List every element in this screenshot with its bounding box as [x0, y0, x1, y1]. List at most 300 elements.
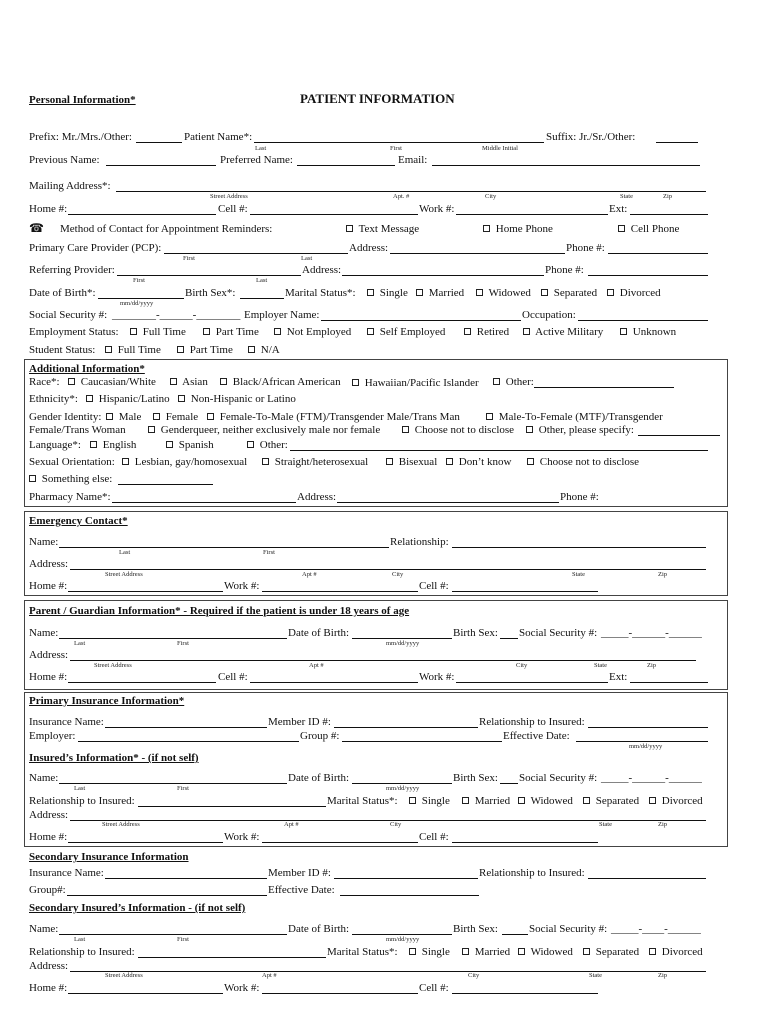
sub-apt: Apt # [262, 972, 277, 979]
secondary-insured-address-field[interactable] [70, 971, 706, 972]
sub-state: State [589, 972, 602, 979]
checkbox-icon [493, 378, 500, 385]
birth-sex-label: Birth Sex*: [185, 287, 236, 299]
employment-retired[interactable]: Retired [464, 327, 509, 338]
referring-phone-field[interactable] [588, 275, 708, 276]
employment-full-time[interactable]: Full Time [130, 327, 186, 338]
checkbox-icon [518, 948, 525, 955]
effective-date-label: Effective Date: [503, 730, 570, 742]
pcp-address-label: Address: [349, 242, 389, 254]
sexual-orientation-label: Sexual Orientation: [29, 456, 115, 468]
race-hawaiian[interactable]: Hawaiian/Pacific Islander [352, 378, 479, 389]
insured-marital-divorced[interactable]: Divorced [649, 796, 703, 807]
pcp-address-field[interactable] [390, 253, 565, 254]
group-label: Group #: [300, 730, 340, 742]
secondary-insured-dob-label: Date of Birth: [288, 923, 350, 935]
gender-female[interactable]: Female [153, 412, 198, 423]
work-phone-field[interactable] [456, 214, 608, 215]
gender-ftm[interactable]: Female-To-Male (FTM)/Transgender Male/Trans Man [207, 412, 460, 423]
secondary-member-id-field[interactable] [334, 878, 478, 879]
dob-label: Date of Birth*: [29, 287, 96, 299]
sub-first: First [177, 785, 189, 792]
guardian-birth-sex-field[interactable] [500, 638, 518, 639]
secondary-insured-relationship-field[interactable] [138, 957, 326, 958]
emergency-cell-label: Cell #: [419, 580, 449, 592]
guardian-ext-field[interactable] [630, 682, 708, 683]
insured-ssn-field[interactable]: _____-______-______ [601, 772, 702, 784]
sub-date-format: mm/dd/yyyy [386, 936, 420, 943]
guardian-work-label: Work #: [419, 671, 455, 683]
email-field[interactable] [432, 165, 700, 166]
referring-address-field[interactable] [342, 275, 544, 276]
occupation-label: Occupation: [522, 309, 576, 321]
race-other[interactable]: Other: [493, 377, 534, 388]
ssn-field[interactable]: ________-______-________ [112, 309, 241, 321]
occupation-field[interactable] [578, 320, 708, 321]
sub-city: City [390, 821, 402, 828]
language-other-field[interactable] [290, 450, 708, 451]
secondary-insured-home-field[interactable] [68, 993, 223, 994]
emergency-home-label: Home #: [29, 580, 68, 592]
work-label: Work #: [419, 203, 455, 215]
group-field[interactable] [342, 741, 502, 742]
email-label: Email: [398, 154, 428, 166]
employment-part-time[interactable]: Part Time [203, 327, 259, 338]
additional-information-heading: Additional Information* [29, 363, 145, 375]
insured-cell-field[interactable] [452, 842, 598, 843]
sub-state: State [599, 821, 612, 828]
insured-relationship-label: Relationship to Insured: [29, 795, 135, 807]
sub-street: Street Address [210, 193, 248, 200]
checkbox-icon [523, 328, 530, 335]
secondary-insurance-name-field[interactable] [105, 878, 267, 879]
insurance-name-label: Insurance Name: [29, 716, 104, 728]
pcp-phone-label: Phone #: [566, 242, 605, 254]
sub-last: Last [301, 255, 313, 262]
insured-home-label: Home #: [29, 831, 68, 843]
ethnicity-non-hispanic[interactable]: Non-Hispanic or Latino [178, 394, 296, 405]
sub-city: City [468, 972, 480, 979]
cell-label: Cell #: [218, 203, 248, 215]
checkbox-icon [153, 413, 160, 420]
gender-mtf[interactable]: Male-To-Female (MTF)/Transgender [486, 412, 663, 423]
emergency-address-field[interactable] [70, 569, 706, 570]
previous-name-field[interactable] [106, 165, 216, 166]
checkbox-icon [177, 346, 184, 353]
something-else-field[interactable] [118, 484, 213, 485]
referring-phone-label: Phone #: [545, 264, 584, 276]
sub-first: First [177, 936, 189, 943]
insured-relationship-field[interactable] [138, 806, 326, 807]
phone-icon: ☎ [29, 221, 44, 235]
pcp-label: Primary Care Provider (PCP): [29, 242, 162, 254]
sub-last: Last [256, 277, 268, 284]
gender-trans-woman-text: Female/Trans Woman [29, 424, 126, 436]
language-english[interactable]: English [90, 440, 136, 451]
employer-label: Employer: [29, 730, 76, 742]
secondary-effective-field[interactable] [340, 895, 479, 896]
checkbox-icon [148, 426, 155, 433]
pharmacy-field[interactable] [112, 502, 296, 503]
emergency-contact-heading: Emergency Contact* [29, 515, 128, 527]
sub-street: Street Address [105, 571, 143, 578]
ext-label: Ext: [609, 203, 628, 215]
sub-zip: Zip [663, 193, 673, 200]
gender-other-field[interactable] [638, 435, 720, 436]
patient-name-field[interactable] [254, 142, 544, 143]
guardian-name-label: Name: [29, 627, 59, 639]
checkbox-icon [446, 458, 453, 465]
checkbox-icon [122, 458, 129, 465]
insured-marital-label: Marital Status*: [327, 795, 398, 807]
insured-name-label: Name: [29, 772, 59, 784]
emergency-address-label: Address: [29, 558, 69, 570]
sub-last: Last [74, 785, 86, 792]
birth-sex-field[interactable] [240, 298, 284, 299]
checkbox-icon [618, 225, 625, 232]
dob-field[interactable] [98, 298, 184, 299]
member-id-label: Member ID #: [268, 716, 331, 728]
insured-work-label: Work #: [224, 831, 260, 843]
sub-zip: Zip [658, 571, 668, 578]
secondary-insured-dob-field[interactable] [352, 934, 452, 935]
guardian-address-field[interactable] [70, 660, 696, 661]
insured-marital-widowed[interactable]: Widowed [518, 796, 573, 807]
personal-information-heading: Personal Information* [29, 94, 136, 106]
pharmacy-address-field[interactable] [337, 502, 559, 503]
referring-address-label: Address: [302, 264, 342, 276]
primary-insurance-heading: Primary Insurance Information* [29, 695, 185, 707]
sub-apt: Apt # [302, 571, 317, 578]
race-black[interactable]: Black/African American [220, 377, 341, 388]
guardian-name-field[interactable] [59, 638, 287, 639]
pcp-field[interactable] [164, 253, 348, 254]
secondary-insured-marital-married[interactable]: Married [462, 947, 510, 958]
secondary-insured-marital-separated[interactable]: Separated [583, 947, 639, 958]
suffix-label: Suffix: Jr./Sr./Other: [546, 131, 636, 143]
checkbox-icon [178, 395, 185, 402]
sexual-dont-know[interactable]: Don’t know [446, 457, 511, 468]
checkbox-icon [486, 413, 493, 420]
insured-cell-label: Cell #: [419, 831, 449, 843]
checkbox-icon [248, 346, 255, 353]
secondary-member-id-label: Member ID #: [268, 867, 331, 879]
checkbox-icon [105, 346, 112, 353]
checkbox-icon [346, 225, 353, 232]
insured-marital-separated[interactable]: Separated [583, 796, 639, 807]
insured-marital-single[interactable]: Single [409, 796, 450, 807]
referring-field[interactable] [117, 275, 301, 276]
sub-first: First [133, 277, 145, 284]
checkbox-icon [409, 948, 416, 955]
student-part-time[interactable]: Part Time [177, 345, 233, 356]
race-label: Race*: [29, 376, 60, 388]
preferred-name-field[interactable] [297, 165, 395, 166]
checkbox-icon [106, 413, 113, 420]
secondary-insured-cell-field[interactable] [452, 993, 598, 994]
sub-apt: Apt # [309, 662, 324, 669]
student-na[interactable]: N/A [248, 345, 280, 356]
sub-first: First [183, 255, 195, 262]
employer-field[interactable] [78, 741, 299, 742]
mailing-address-label: Mailing Address*: [29, 180, 111, 192]
secondary-insured-work-label: Work #: [224, 982, 260, 994]
sexual-lesbian-gay[interactable]: Lesbian, gay/homosexual [122, 457, 247, 468]
checkbox-icon [220, 378, 227, 385]
relationship-to-insured-field[interactable] [588, 727, 708, 728]
secondary-insurance-heading: Secondary Insurance Information [29, 851, 189, 863]
sub-first: First [263, 549, 275, 556]
emergency-name-field[interactable] [59, 547, 389, 548]
secondary-insured-address-label: Address: [29, 960, 69, 972]
ext-field[interactable] [630, 214, 708, 215]
employer-name-label: Employer Name: [244, 309, 320, 321]
mailing-address-field[interactable] [116, 191, 706, 192]
insured-home-field[interactable] [68, 842, 223, 843]
checkbox-icon [90, 441, 97, 448]
checkbox-icon [352, 379, 359, 386]
contact-method-label: Method of Contact for Appointment Reminders: [60, 223, 273, 235]
guardian-ssn-label: Social Security #: [519, 627, 598, 639]
sub-date-format: mm/dd/yyyy [120, 300, 154, 307]
secondary-insured-marital-label: Marital Status*: [327, 946, 398, 958]
checkbox-icon [518, 797, 525, 804]
sub-date-format: mm/dd/yyyy [386, 640, 420, 647]
sub-city: City [392, 571, 404, 578]
checkbox-icon [274, 328, 281, 335]
emergency-home-field[interactable] [68, 591, 223, 592]
emergency-cell-field[interactable] [452, 591, 598, 592]
pharmacy-address-label: Address: [297, 491, 337, 503]
employment-label: Employment Status: [29, 326, 119, 338]
insured-ssn-label: Social Security #: [519, 772, 598, 784]
checkbox-icon [247, 441, 254, 448]
secondary-insured-cell-label: Cell #: [419, 982, 449, 994]
guardian-dob-field[interactable] [352, 638, 452, 639]
sub-apt: Apt # [284, 821, 299, 828]
sub-last: Last [74, 936, 86, 943]
employment-unknown[interactable]: Unknown [620, 327, 676, 338]
preferred-name-label: Preferred Name: [220, 154, 293, 166]
marital-separated[interactable]: Separated [541, 288, 597, 299]
emergency-name-label: Name: [29, 536, 59, 548]
checkbox-icon [367, 289, 374, 296]
pharmacy-label: Pharmacy Name*: [29, 491, 111, 503]
gender-male[interactable]: Male [106, 412, 141, 423]
member-id-field[interactable] [334, 727, 478, 728]
employer-name-field[interactable] [321, 320, 521, 321]
checkbox-icon [583, 797, 590, 804]
suffix-field[interactable] [656, 142, 698, 143]
language-spanish[interactable]: Spanish [166, 440, 214, 451]
sub-city: City [485, 193, 497, 200]
checkbox-icon [402, 426, 409, 433]
home-phone-field[interactable] [68, 214, 216, 215]
gender-label: Gender Identity: [29, 411, 102, 423]
checkbox-icon [386, 458, 393, 465]
emergency-work-label: Work #: [224, 580, 260, 592]
sub-zip: Zip [647, 662, 657, 669]
employment-self-employed[interactable]: Self Employed [367, 327, 445, 338]
ethnicity-hispanic[interactable]: Hispanic/Latino [86, 394, 170, 405]
sub-state: State [620, 193, 633, 200]
checkbox-icon [29, 475, 36, 482]
race-caucasian[interactable]: Caucasian/White [68, 377, 156, 388]
checkbox-icon [68, 378, 75, 385]
checkbox-icon [462, 948, 469, 955]
sub-zip: Zip [658, 821, 668, 828]
secondary-group-field[interactable] [67, 895, 267, 896]
language-other[interactable]: Other: [247, 440, 288, 451]
marital-single[interactable]: Single [367, 288, 408, 299]
checkbox-icon [483, 225, 490, 232]
insured-dob-field[interactable] [352, 783, 452, 784]
checkbox-icon [416, 289, 423, 296]
sub-zip: Zip [658, 972, 668, 979]
marital-divorced[interactable]: Divorced [607, 288, 661, 299]
guardian-cell-label: Cell #: [218, 671, 248, 683]
marital-widowed[interactable]: Widowed [476, 288, 531, 299]
secondary-insured-heading: Secondary Insured’s Information - (if not self) [29, 902, 246, 914]
guardian-cell-field[interactable] [250, 682, 418, 683]
sub-state: State [594, 662, 607, 669]
guardian-birth-sex-label: Birth Sex: [453, 627, 498, 639]
language-label: Language*: [29, 439, 81, 451]
sub-street: Street Address [105, 972, 143, 979]
page-title: PATIENT INFORMATION [300, 91, 455, 106]
checkbox-icon [464, 328, 471, 335]
sexual-bisexual[interactable]: Bisexual [386, 457, 437, 468]
secondary-insured-relationship-label: Relationship to Insured: [29, 946, 135, 958]
sexual-not-disclose[interactable]: Choose not to disclose [527, 457, 639, 468]
gender-other[interactable]: Other, please specify: [526, 425, 634, 436]
guardian-heading: Parent / Guardian Information* - Required if the patient is under 18 years of age [29, 605, 410, 617]
sub-middle-initial: Middle Initial [482, 145, 518, 152]
marital-label: Marital Status*: [285, 287, 356, 299]
sub-last: Last [119, 549, 131, 556]
cell-phone-field[interactable] [250, 214, 418, 215]
sub-city: City [516, 662, 528, 669]
checkbox-icon [203, 328, 210, 335]
home-phone-option[interactable]: Home Phone [483, 224, 553, 235]
race-other-field[interactable] [534, 387, 674, 388]
employment-not-employed[interactable]: Not Employed [274, 327, 351, 338]
secondary-insured-marital-divorced[interactable]: Divorced [649, 947, 703, 958]
insured-work-field[interactable] [262, 842, 418, 843]
sub-date-format: mm/dd/yyyy [629, 743, 663, 750]
checkbox-icon [476, 289, 483, 296]
sub-street: Street Address [102, 821, 140, 828]
secondary-insured-ssn-label: Social Security #: [529, 923, 608, 935]
checkbox-icon [170, 378, 177, 385]
secondary-insured-birth-sex-label: Birth Sex: [453, 923, 498, 935]
text-message-option[interactable]: Text Message [346, 224, 419, 235]
gender-not-disclose[interactable]: Choose not to disclose [402, 425, 514, 436]
secondary-insured-birth-sex-field[interactable] [502, 934, 528, 935]
insured-marital-married[interactable]: Married [462, 796, 510, 807]
employment-active-military[interactable]: Active Military [523, 327, 603, 338]
emergency-relationship-field[interactable] [452, 547, 706, 548]
secondary-effective-label: Effective Date: [268, 884, 335, 896]
student-full-time[interactable]: Full Time [105, 345, 161, 356]
insurance-name-field[interactable] [105, 727, 267, 728]
patient-name-label: Patient Name*: [184, 131, 253, 143]
prefix-field[interactable] [136, 142, 182, 143]
emergency-relationship-label: Relationship: [390, 536, 449, 548]
checkbox-icon [367, 328, 374, 335]
insured-heading: Insured’s Information* - (if not self) [29, 752, 199, 764]
secondary-group-label: Group#: [29, 884, 66, 896]
sub-first: First [390, 145, 402, 152]
insured-name-field[interactable] [59, 783, 287, 784]
insured-dob-label: Date of Birth: [288, 772, 350, 784]
checkbox-icon [526, 426, 533, 433]
checkbox-icon [649, 948, 656, 955]
previous-name-label: Previous Name: [29, 154, 100, 166]
marital-married[interactable]: Married [416, 288, 464, 299]
secondary-insured-home-label: Home #: [29, 982, 68, 994]
gender-genderqueer[interactable]: Genderqueer, neither exclusively male nor female [148, 425, 380, 436]
sub-apt: Apt. # [393, 193, 410, 200]
guardian-work-field[interactable] [456, 682, 608, 683]
referring-label: Referring Provider: [29, 264, 115, 276]
student-label: Student Status: [29, 344, 96, 356]
ethnicity-label: Ethnicity*: [29, 393, 78, 405]
race-asian[interactable]: Asian [170, 377, 208, 388]
emergency-work-field[interactable] [262, 591, 418, 592]
secondary-insured-work-field[interactable] [262, 993, 418, 994]
something-else-option[interactable]: Something else: [29, 474, 112, 485]
relationship-to-insured-label: Relationship to Insured: [479, 716, 585, 728]
sub-first: First [177, 640, 189, 647]
secondary-insurance-name-label: Insurance Name: [29, 867, 104, 879]
checkbox-icon [649, 797, 656, 804]
guardian-address-label: Address: [29, 649, 69, 661]
guardian-ext-label: Ext: [609, 671, 628, 683]
sub-last: Last [74, 640, 86, 647]
checkbox-icon [620, 328, 627, 335]
sub-state: State [572, 571, 585, 578]
guardian-dob-label: Date of Birth: [288, 627, 350, 639]
insured-birth-sex-field[interactable] [500, 783, 518, 784]
guardian-home-label: Home #: [29, 671, 68, 683]
cell-phone-option[interactable]: Cell Phone [618, 224, 679, 235]
effective-date-field[interactable] [576, 741, 708, 742]
pharmacy-phone-label: Phone #: [560, 491, 599, 503]
home-label: Home #: [29, 203, 68, 215]
pcp-phone-field[interactable] [608, 253, 708, 254]
sub-street: Street Address [94, 662, 132, 669]
secondary-insured-name-label: Name: [29, 923, 59, 935]
sexual-straight[interactable]: Straight/heterosexual [262, 457, 368, 468]
checkbox-icon [262, 458, 269, 465]
secondary-relationship-label: Relationship to Insured: [479, 867, 585, 879]
secondary-insured-ssn-field[interactable]: _____-____-______ [611, 923, 701, 935]
secondary-insured-marital-single[interactable]: Single [409, 947, 450, 958]
checkbox-icon [166, 441, 173, 448]
ssn-label: Social Security #: [29, 309, 108, 321]
checkbox-icon [607, 289, 614, 296]
secondary-relationship-field[interactable] [588, 878, 706, 879]
checkbox-icon [86, 395, 93, 402]
guardian-ssn-field[interactable]: _____-______-______ [601, 627, 702, 639]
checkbox-icon [583, 948, 590, 955]
sub-last: Last [255, 145, 267, 152]
checkbox-icon [207, 413, 214, 420]
guardian-home-field[interactable] [68, 682, 216, 683]
secondary-insured-marital-widowed[interactable]: Widowed [518, 947, 573, 958]
secondary-insured-name-field[interactable] [59, 934, 287, 935]
